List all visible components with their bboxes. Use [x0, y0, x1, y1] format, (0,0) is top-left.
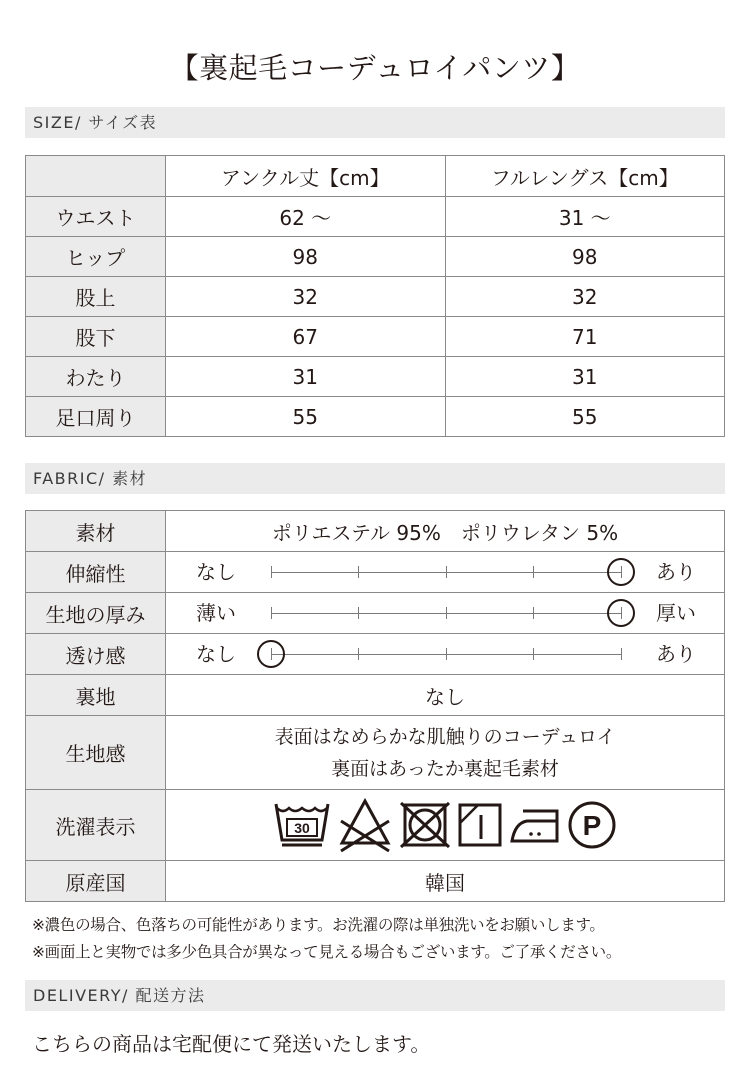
scale-tick	[446, 648, 447, 660]
scale-left-label: なし	[196, 560, 236, 584]
scale-right-label: 厚い	[656, 601, 696, 625]
size-table-header	[26, 156, 725, 197]
scale-marker-circle-icon	[607, 558, 635, 586]
page-title: 【裏起毛コーデュロイパンツ】	[169, 51, 581, 85]
origin-value: 韓国	[166, 861, 725, 902]
care-icons	[166, 790, 725, 861]
row-label: ヒップ	[26, 237, 166, 277]
cell-ankle: 31	[166, 357, 446, 397]
table-row	[26, 197, 725, 237]
cell-full: 31	[445, 357, 725, 397]
table-row	[26, 357, 725, 397]
scale-marker-circle-icon	[257, 640, 285, 668]
cell-full: 32	[445, 277, 725, 317]
row-label: 素材	[26, 511, 166, 552]
row-label: 裏地	[26, 675, 166, 716]
scale-tick	[446, 607, 447, 619]
scale-left-label: 薄い	[196, 601, 236, 625]
scale-tick	[533, 566, 534, 578]
no-bleach-icon	[337, 797, 393, 853]
dry-clean-p-icon	[567, 800, 617, 850]
column-header-full: フルレングス【cm】	[445, 156, 725, 197]
scale-right-label: あり	[656, 560, 696, 584]
thickness-scale	[166, 593, 725, 634]
origin-row	[26, 861, 725, 902]
column-header-ankle: アンクル丈【cm】	[166, 156, 446, 197]
scale-marker-circle-icon	[607, 599, 635, 627]
table-row	[26, 397, 725, 437]
material-row	[26, 511, 725, 552]
svg-text:30: 30	[294, 820, 310, 836]
iron-low-icon	[509, 803, 561, 847]
row-label: 生地感	[26, 716, 166, 790]
row-label: 足口周り	[26, 397, 166, 437]
scale-tick	[358, 607, 359, 619]
scale-tick	[533, 648, 534, 660]
table-row	[26, 277, 725, 317]
scale-tick	[271, 607, 272, 619]
cell-ankle: 98	[166, 237, 446, 277]
feel-row	[26, 716, 725, 790]
thickness-row	[26, 593, 725, 634]
row-label: 生地の厚み	[26, 593, 166, 634]
feel-line: 裏面はあったか裏起毛素材	[331, 757, 559, 780]
care-row	[26, 790, 725, 861]
wash-30-gentle-icon	[273, 800, 331, 850]
stretch-scale	[166, 552, 725, 593]
row-label: ウエスト	[26, 197, 166, 237]
row-label: わたり	[26, 357, 166, 397]
scale-tick	[358, 648, 359, 660]
cell-ankle: 67	[166, 317, 446, 357]
section-header-size: SIZE/ サイズ表	[25, 107, 725, 138]
cell-full: 98	[445, 237, 725, 277]
scale-left-label: なし	[196, 642, 236, 666]
note-color-difference: ※画面上と実物では多少色具合が異なって見える場合もございます。ご了承ください。	[32, 943, 622, 961]
section-header-fabric: FABRIC/ 素材	[25, 463, 725, 494]
transparency-scale	[166, 634, 725, 675]
scale-tick	[271, 566, 272, 578]
note-color-fading: ※濃色の場合、色落ちの可能性があります。お洗濯の際は単独洗いをお願いします。	[32, 916, 605, 934]
scale-tick	[621, 648, 622, 660]
table-row	[26, 317, 725, 357]
cell-full: 55	[445, 397, 725, 437]
fabric-table	[25, 510, 725, 902]
row-label: 原産国	[26, 861, 166, 902]
scale-right-label: あり	[656, 642, 696, 666]
cell-ankle: 55	[166, 397, 446, 437]
svg-text:P: P	[582, 810, 602, 841]
no-tumble-dry-icon	[399, 801, 451, 849]
stretch-row	[26, 552, 725, 593]
drip-dry-shade-icon	[457, 801, 503, 849]
scale-tick	[446, 566, 447, 578]
size-table	[25, 155, 725, 437]
material-value: ポリエステル 95% ポリウレタン 5%	[166, 511, 725, 552]
feel-value	[166, 716, 725, 790]
row-label: 股上	[26, 277, 166, 317]
cell-full: 31 ～	[445, 197, 725, 237]
lining-value: なし	[166, 675, 725, 716]
table-row	[26, 237, 725, 277]
row-label: 股下	[26, 317, 166, 357]
size-table-corner	[26, 156, 166, 197]
row-label: 伸縮性	[26, 552, 166, 593]
scale-tick	[358, 566, 359, 578]
section-header-delivery: DELIVERY/ 配送方法	[25, 980, 725, 1011]
cell-ankle: 62 ～	[166, 197, 446, 237]
transparency-row	[26, 634, 725, 675]
cell-ankle: 32	[166, 277, 446, 317]
row-label: 洗濯表示	[26, 790, 166, 861]
delivery-text: こちらの商品は宅配便にて発送いたします。	[32, 1032, 431, 1056]
cell-full: 71	[445, 317, 725, 357]
feel-line: 表面はなめらかな肌触りのコーデュロイ	[274, 725, 616, 748]
lining-row	[26, 675, 725, 716]
scale-tick	[533, 607, 534, 619]
row-label: 透け感	[26, 634, 166, 675]
